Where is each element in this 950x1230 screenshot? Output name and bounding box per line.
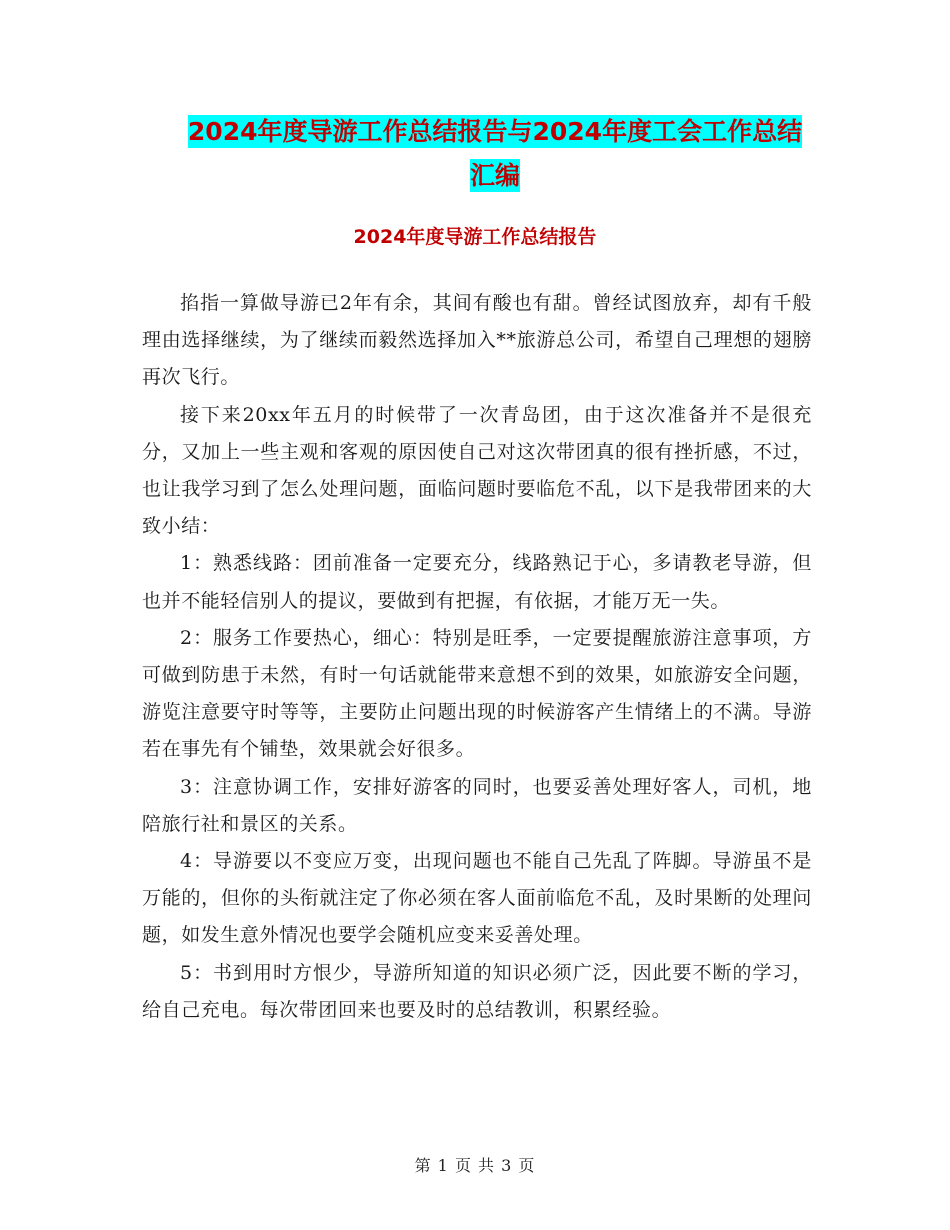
document-body — [142, 285, 812, 1029]
title-highlight: 汇编 — [469, 161, 520, 190]
paragraph: 2：服务工作要热心，细心：特别是旺季，一定要提醒旅游注意事项，方可做到防患于未然，有时一句话就能带来意想不到的效果，如旅游安全问题，游览注意要守时等等，主要防止问题出现的时候游客产生情绪上的不满。导游若在事先有个铺垫，效果就会好很多。 — [142, 626, 812, 761]
paragraph: 3：注意协调工作，安排好游客的同时，也要妥善处理好客人，司机，地陪旅行社和景区的关系。 — [142, 775, 812, 835]
paragraph: 4：导游要以不变应万变，出现问题也不能自己先乱了阵脚。导游虽不是万能的，但你的头衔就注定了你必须在客人面前临危不乱，及时果断的处理问题，如发生意外情况也要学会随机应变来妥善处理。 — [142, 850, 812, 947]
document-title-line-1 — [140, 108, 850, 156]
paragraph: 掐指一算做导游已2年有余，其间有酸也有甜。曾经试图放弃，却有千般理由选择继续，为了继续而毅然选择加入**旅游总公司，希望自己理想的翅膀再次飞行。 — [142, 292, 812, 389]
title-highlight: 2024年度导游工作总结报告与2024年度工会工作总结 — [187, 117, 803, 146]
page-footer: 第 1 页 共 3 页 — [414, 1156, 536, 1175]
paragraph: 1：熟悉线路：团前准备一定要充分，线路熟记于心，多请教老导游，但也并不能轻信别人的提议，要做到有把握，有依据，才能万无一失。 — [142, 552, 812, 612]
paragraph: 接下来20xx年五月的时候带了一次青岛团，由于这次准备并不是很充分，又加上一些主观和客观的原因使自己对这次带团真的很有挫折感，不过，也让我学习到了怎么处理问题，面临问题时要临危不乱，以下是我带团来的大致小结： — [142, 403, 812, 538]
section-title: 2024年度导游工作总结报告 — [353, 226, 597, 248]
paragraph: 5：书到用时方恨少，导游所知道的知识必须广泛，因此要不断的学习，给自己充电。每次带团回来也要及时的总结教训，积累经验。 — [142, 961, 812, 1021]
document-title-line-2 — [140, 152, 850, 200]
